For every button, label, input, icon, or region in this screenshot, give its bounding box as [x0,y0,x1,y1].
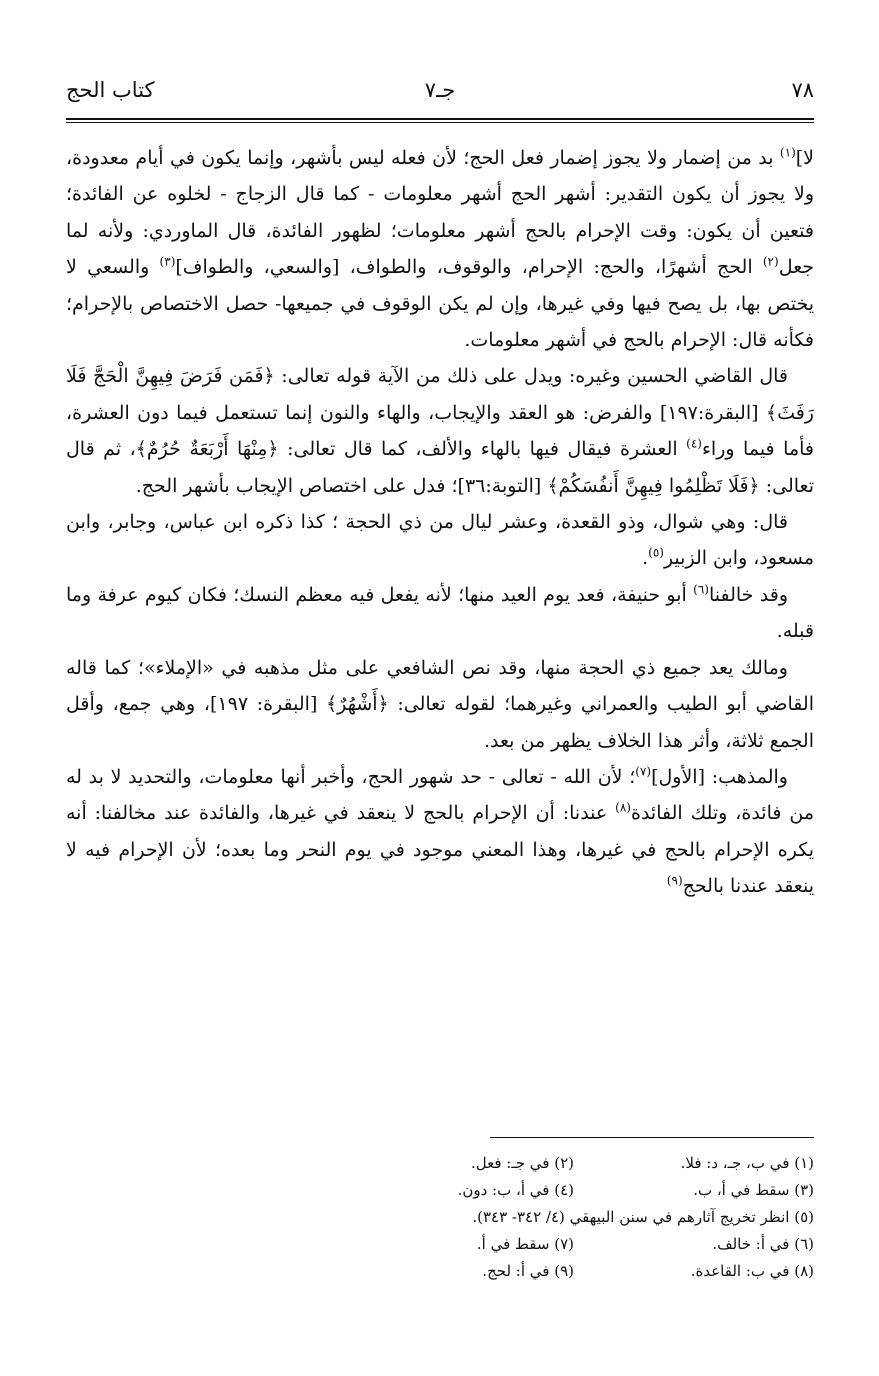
footnotes [66,1150,814,1285]
volume-label: جـ٧ [424,78,456,102]
footnote-ref: (٥) [648,546,664,561]
footnote-divider [490,1137,814,1138]
footnote: (٩) في أ: لحج. [482,1262,574,1280]
footnote-row [66,1177,814,1204]
footnote-ref: (٢) [762,254,779,269]
footnote: (٥) انظر تخريج آثارهم في سنن البيهقي (٤/ ٣٤٢- ٣٤٣). [472,1208,814,1226]
page-header [66,78,814,112]
book-title: كتاب الحج [66,78,155,102]
footnote-row [66,1204,814,1231]
footnote-ref: (٤) [686,436,702,451]
footnote-row [66,1231,814,1258]
footnote-ref: (٩) [666,873,683,888]
footnote: (٦) في أ: خالف. [712,1235,814,1253]
paragraph: لا]$^{(١)}$ بد من إضمار ولا يجوز إضمار فعل الحج؛ لأن فعله ليس بأشهر، وإنما يكون في أيام معدودة، ولا يجوز أن يكون التقدير: أشهر الحج أشهر معلومات - كما قال الزجاج - لخلوه عن الفائدة؛ فتعين أن يكون: وقت الإحرام بالحج أشهر معلومات؛ لظهور الفائدة، قال الماوردي: ولأنه لما جعل$^{(٢)}$ الحج أشهرًا، والحج: الإحرام، والوقوف، والطواف، [والسعي، والطواف]$^{(٣)}$ والسعي لا يختص بها، بل يصح فيها وفي غيرها، وإن لم يكن الوقوف في جميعها- حصل الاختصاص بالإحرام؛ فكأنه قال: الإحرام بالحج في أشهر معلومات. [66,145,814,352]
footnote: (٧) سقط في أ. [476,1235,574,1253]
paragraph: ومالك يعد جميع ذي الحجة منها، وقد نص الشافعي على مثل مذهبه في «الإملاء»؛ كما قاله القاضي أبو الطيب والعمراني وغيرهما؛ لقوله تعالى: ﴿أَشْهُرٌ﴾ [البقرة: ١٩٧]، وهي جمع، وأقل الجمع ثلاثة، وأثر هذا الخلاف يظهر من بعد. [66,656,814,752]
footnote-ref: (٦) [693,582,709,597]
footnote-ref: (٧) [635,764,652,779]
paragraph: قال القاضي الحسين وغيره: ويدل على ذلك من الآية قوله تعالى: ﴿فَمَن فَرَضَ فِيهِنَّ الْحَجَّ فَلَا رَفَثَ﴾ [البقرة:١٩٧] والفرض: هو العقد والإيجاب، والهاء والنون إنما تستعمل فيما دون العشرة، فأما فيما وراء$^{(٤)}$ العشرة فيقال فيها بالهاء والألف، كما قال تعالى: ﴿مِنْهَا أَرْبَعَةٌ حُرُمٌ﴾، ثم قال تعالى: ﴿فَلَا تَظْلِمُوا فِيهِنَّ أَنفُسَكُمْ﴾ [التوبة:٣٦]؛ فدل على اختصاص الإيجاب بأشهر الحج. [66,365,814,497]
footnote: (٨) في ب: القاعدة. [690,1262,814,1280]
paragraph: والمذهب: [الأول]$^{(٧)}$؛ لأن الله - تعالى - حد شهور الحج، وأخبر أنها معلومات، والتحديد لا بد له من فائدة، وتلك الفائدة$^{(٨)}$ عندنا: أن الإحرام بالحج لا ينعقد في غيرها، والفائدة عند مخالفنا: أنه يكره الإحرام بالحج في غيرها، وهذا المعني موجود في يوم النحر وما بعده؛ لأن الإحرام فيه لا ينعقد عندنا بالحج$^{(٩)}$ [66,764,814,898]
footnote-ref: (١) [779,145,796,160]
header-divider [66,118,814,123]
footnote-row [66,1150,814,1177]
footnote-row [66,1258,814,1285]
footnote-ref: (٣) [159,254,176,269]
footnote: (٣) سقط في أ، ب. [693,1181,814,1199]
paragraph: وقد خالفنا$^{(٦)}$ أبو حنيفة، فعد يوم العيد منها؛ لأنه يفعل فيه معظم النسك؛ فكان كيوم عرفة وما قبله. [66,582,814,643]
paragraph: قال: وهي شوال، وذو القعدة، وعشر ليال من ذي الحجة ؛ كذا ذكره ابن عباس، وجابر، وابن مسعود، وابن الزبير$^{(٥)}$. [66,511,814,570]
footnote-ref: (٨) [615,800,631,815]
footnote: (٢) في جـ: فعل. [470,1154,574,1172]
page-number: ٧٨ [791,78,814,102]
footnote: (١) في ب، جـ، د: فلا. [680,1154,814,1172]
footnote: (٤) في أ، ب: دون. [457,1181,574,1199]
main-text [66,140,814,905]
